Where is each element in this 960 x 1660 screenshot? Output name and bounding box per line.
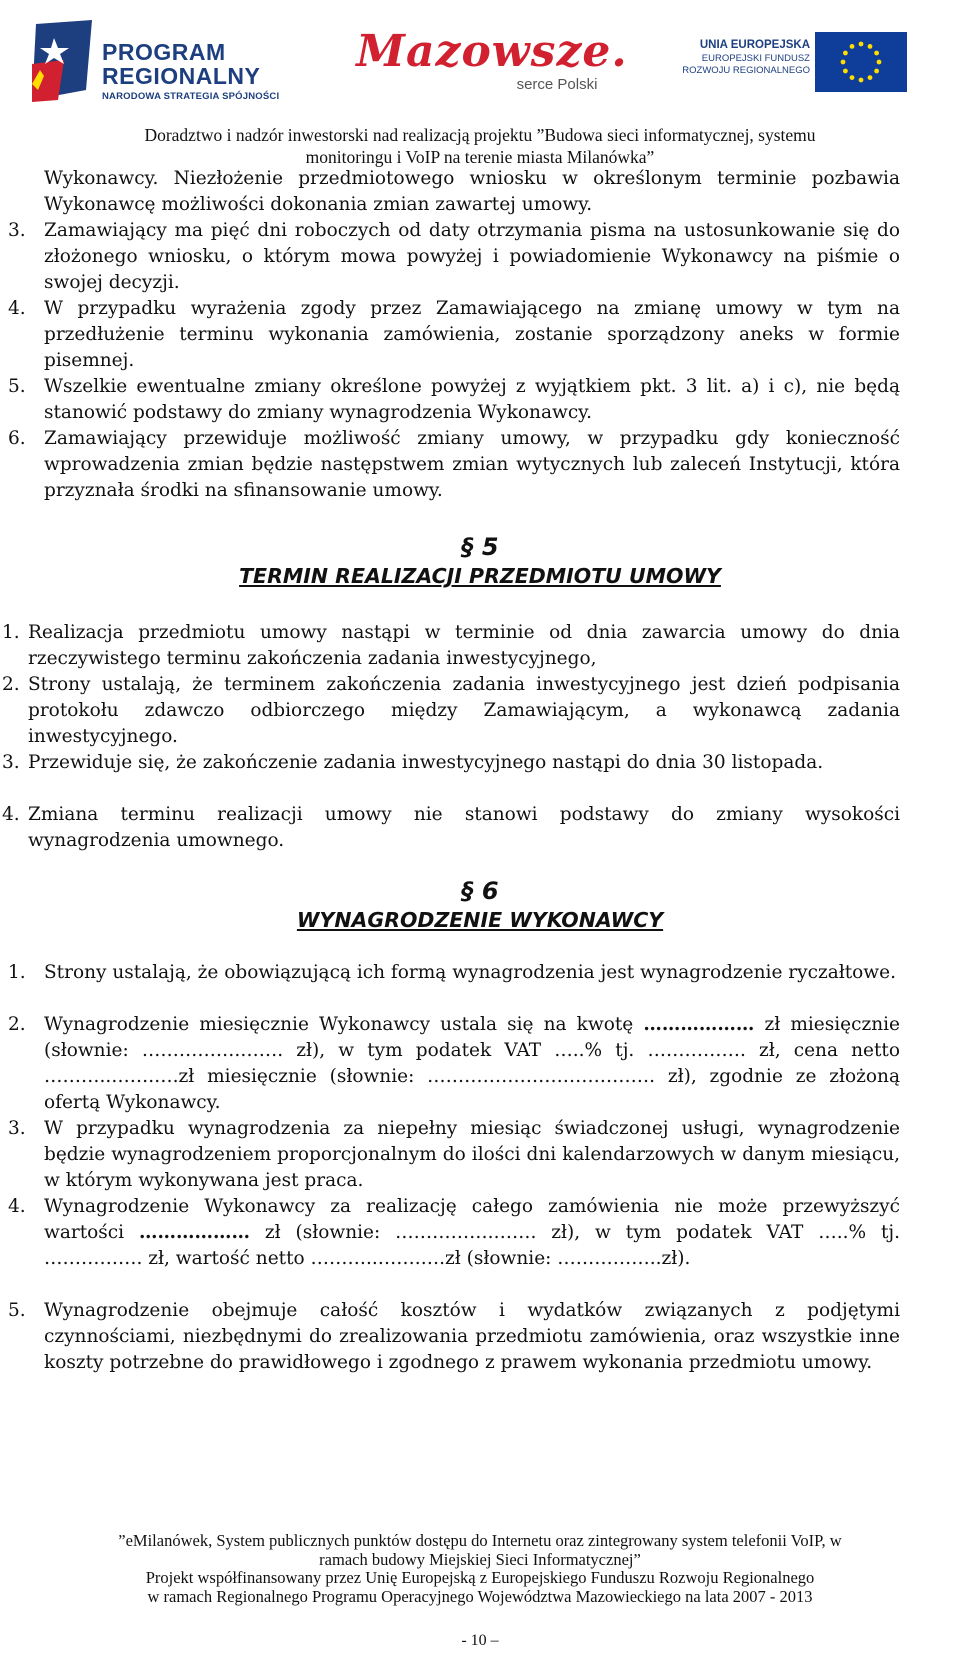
section-6-item-3	[8, 1116, 900, 1194]
item-number: 3.	[8, 1118, 26, 1139]
item-text	[44, 1194, 900, 1272]
item-text: W przypadku wynagrodzenia za niepełny miesiąc świadczonej usługi, wynagrodzenie będzie wynagrodzeniem proporcjonalnym do ilości dni kalendarzowych w danym miesiącu, w którym wykonywana jest praca.	[44, 1118, 900, 1191]
item-text: Realizacja przedmiotu umowy nastąpi w terminie od dnia zawarcia umowy do dnia rzeczywistego terminu zakończenia zadania inwestycyjnego,	[28, 622, 900, 669]
document-header	[0, 124, 960, 168]
page-number: - 10 –	[461, 1632, 499, 1649]
section-6-item-4	[8, 1194, 900, 1272]
intro-item-6	[8, 426, 900, 504]
program-regionalny-flag-icon	[28, 20, 96, 104]
header-line2: monitoringu i VoIP na terenie miasta Milanówka”	[305, 147, 655, 167]
intro-continuation: Wykonawcy. Niezłożenie przedmiotowego wniosku w określonym terminie pozbawia Wykonawcę możliwości dokonania zmian zawartej umowy.	[44, 168, 900, 215]
program-line2: REGIONALNY	[102, 63, 261, 89]
mazowsze-logo	[342, 28, 642, 98]
amount-placeholder: ………………	[643, 1014, 755, 1035]
section-5-heading	[0, 532, 960, 590]
section-5-title: TERMIN REALIZACJI PRZEDMIOTU UMOWY	[239, 564, 721, 588]
header-line1: Doradztwo i nadzór inwestorski nad realizacją projektu ”Budowa sieci informatycznej, systemu	[144, 125, 816, 145]
item-text-a: Wynagrodzenie miesięcznie Wykonawcy ustala się na kwotę	[44, 1014, 644, 1035]
footer-line2: ramach budowy Miejskiej Sieci Informatycznej”	[319, 1549, 641, 1569]
eu-flag-icon	[815, 32, 907, 92]
item-number: 4.	[8, 298, 26, 319]
item-text-b: zł miesięcznie (słownie: …………….……. zł), w tym podatek VAT …..% tj. ……………. zł, cena netto ………..…….….zł miesięcznie (słownie: ………………………………. zł), zgodnie ze złożoną ofertą Wykonawcy.	[44, 1014, 900, 1113]
program-regionalny-logo	[28, 20, 308, 105]
item-number: 1.	[2, 622, 20, 643]
eu-line2: EUROPEJSKI FUNDUSZ	[701, 53, 810, 64]
footer-line4: w ramach Regionalnego Programu Operacyjnego Województwa Mazowieckiego na lata 2007 - 2013	[147, 1586, 813, 1606]
section-5-item-2	[2, 672, 900, 750]
item-number: 5.	[8, 1300, 26, 1321]
intro-item-3	[8, 218, 900, 296]
item-text: Strony ustalają, że terminem zakończenia zadania inwestycyjnego jest dzień podpisania protokołu zdawczo odbiorczego między Zamawiającym, a wykonawcą zadania inwestycyjnego.	[28, 674, 900, 747]
program-line1: PROGRAM	[102, 39, 226, 65]
eu-text	[655, 38, 810, 77]
section-6-item-1	[8, 960, 900, 986]
program-line3: NARODOWA STRATEGIA SPÓJNOŚCI	[102, 91, 280, 102]
document-footer	[0, 1532, 960, 1606]
section-5-item-4	[2, 802, 900, 854]
footer-line1: ”eMilanówek, System publicznych punktów dostępu do Internetu oraz zintegrowany system telefonii VoIP, w	[118, 1531, 842, 1550]
item-number: 1.	[8, 962, 26, 983]
section-5-sign: § 5	[461, 533, 499, 561]
item-number: 5.	[8, 376, 26, 397]
item-text	[44, 1012, 900, 1116]
amount-placeholder: ………………	[138, 1222, 250, 1243]
item-text: Zamawiający przewiduje możliwość zmiany umowy, w przypadku gdy konieczność wprowadzenia zmian będzie następstwem zmian wytycznych lub zaleceń Instytucji, która przyznała środki na sfinansowanie umowy.	[44, 428, 900, 501]
item-number: 4.	[8, 1196, 26, 1217]
logo-bar	[0, 0, 960, 120]
item-number: 2.	[2, 674, 20, 695]
section-6-title: WYNAGRODZENIE WYKONAWCY	[296, 908, 664, 932]
eu-line1: UNIA EUROPEJSKA	[699, 39, 810, 51]
item-number: 4.	[2, 804, 20, 825]
mazowsze-tagline: serce Polski	[516, 76, 598, 93]
item-text: Zamawiający ma pięć dni roboczych od daty otrzymania pisma na ustosunkowanie się do złożonego wniosku, o którym mowa powyżej i powiadomienie Wykonawcy na piśmie o swojej decyzji.	[44, 220, 900, 293]
intro-item-4	[8, 296, 900, 374]
section-5-item-1	[2, 620, 900, 672]
item-number: 3.	[2, 752, 20, 773]
eu-line3: ROZWOJU REGIONALNEGO	[682, 65, 810, 76]
mazowsze-wordmark: Mazowsze.	[356, 26, 628, 77]
item-text: W przypadku wyrażenia zgody przez Zamawiającego na zmianę umowy w tym na przedłużenie terminu wykonania zamówienia, zostanie sporządzony aneks w formie pisemnej.	[44, 298, 900, 371]
section-5-item-3	[2, 750, 900, 776]
item-text-a: Wynagrodzenie Wykonawcy za realizację całego zamówienia nie może przewyższyć wartości	[44, 1196, 900, 1243]
item-text: Przewiduje się, że zakończenie zadania inwestycyjnego nastąpi do dnia 30 listopada.	[28, 752, 824, 773]
section-6-heading	[0, 876, 960, 934]
item-text: Wszelkie ewentualne zmiany określone powyżej z wyjątkiem pkt. 3 lit. a) i c), nie będą stanowić podstawy do zmiany wynagrodzenia Wykonawcy.	[44, 376, 900, 423]
item-number: 3.	[8, 220, 26, 241]
program-regionalny-text	[102, 40, 279, 104]
item-text: Wynagrodzenie obejmuje całość kosztów i wydatków związanych z podjętymi czynnościami, niezbędnymi do zrealizowania przedmiotu zamówienia, oraz wszystkie inne koszty potrzebne do prawidłowego i zgodnego z prawem wykonania przedmiotu umowy.	[44, 1300, 900, 1373]
section-6-sign: § 6	[461, 877, 499, 905]
section-6-item-2	[8, 1012, 900, 1116]
footer-line3: Projekt współfinansowany przez Unię Europejską z Europejskiego Funduszu Rozwoju Regionalnego	[145, 1568, 815, 1587]
item-number: 2.	[8, 1014, 26, 1035]
item-number: 6.	[8, 428, 26, 449]
item-text: Zmiana terminu realizacji umowy nie stanowi podstawy do zmiany wysokości wynagrodzenia umownego.	[28, 804, 900, 851]
section-6-item-5	[8, 1298, 900, 1376]
item-text: Strony ustalają, że obowiązującą ich formą wynagrodzenia jest wynagrodzenie ryczałtowe.	[44, 962, 896, 983]
eu-logo	[655, 32, 935, 94]
intro-item-5	[8, 374, 900, 426]
item-text-b: zł (słownie: …………….……. zł), w tym podatek VAT …..% tj. ……………. zł, wartość netto ………..…….….zł (słownie: ……………..zł).	[44, 1222, 900, 1269]
